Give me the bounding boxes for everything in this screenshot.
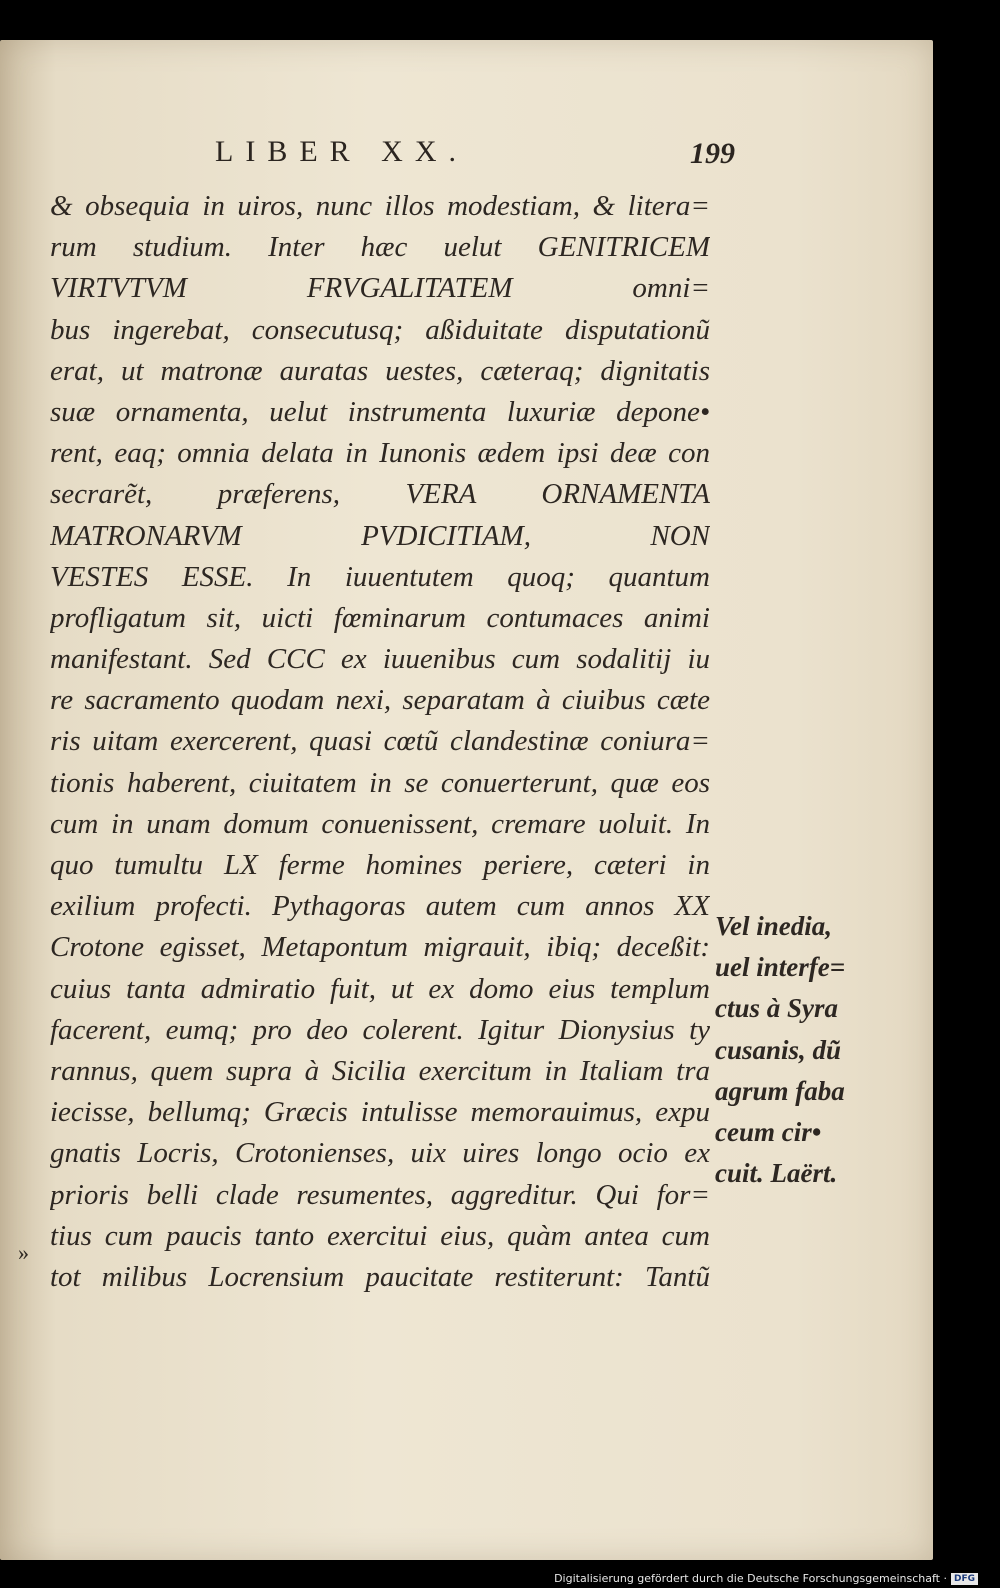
marginal-note-line: uel interfe= — [715, 952, 846, 983]
text-line: exilium profecti. Pythagoras autem cum annos XX — [50, 890, 710, 923]
marginal-note-line: cuit. Laërt. — [715, 1158, 838, 1189]
text-line: profligatum sit, uicti fœminarum contumaces animi — [50, 601, 710, 634]
marginal-note — [715, 906, 875, 1194]
footer-text: Digitalisierung gefördert durch die Deutsche Forschungsgemeinschaft · — [554, 1572, 947, 1585]
text-line: tionis haberent, ciuitatem in se conuerterunt, quæ eos — [50, 766, 710, 799]
main-text-block — [50, 186, 710, 1298]
text-line: Crotone egisset, Metapontum migrauit, ibiq; deceßit: — [50, 931, 710, 964]
text-line: rannus, quem supra à Sicilia exercitum in Italiam tra — [50, 1054, 710, 1087]
text-line: MATRONARVM PVDICITIAM, NON — [50, 519, 710, 552]
marginal-note-line: ctus à Syra — [715, 993, 839, 1024]
text-line: cuius tanta admiratio fuit, ut ex domo eius templum — [50, 972, 710, 1005]
text-line: VESTES ESSE. In iuuentutem quoq; quantum — [50, 560, 710, 593]
dfg-logo: DFG — [951, 1573, 978, 1585]
text-line: secrarẽt, præferens, VERA ORNAMENTA — [50, 478, 710, 511]
text-line: gnatis Locris, Crotonienses, uix uires longo ocio ex — [50, 1137, 710, 1170]
page-header — [215, 135, 735, 175]
text-line: manifestant. Sed CCC ex iuuenibus cum sodalitij iu — [50, 643, 710, 676]
text-line: prioris belli clade resumentes, aggreditur. Qui for= — [50, 1178, 710, 1211]
marginal-note-line: ceum cir• — [715, 1116, 822, 1147]
text-line: suæ ornamenta, uelut instrumenta luxuriæ depone• — [50, 395, 710, 428]
marginal-note-line: cusanis, dũ — [715, 1034, 842, 1065]
running-title: LIBER XX. — [215, 135, 468, 168]
text-line: rent, eaq; omnia delata in Iunonis ædem ipsi deæ con — [50, 437, 710, 470]
digitization-footer — [554, 1572, 978, 1585]
text-line: tius cum paucis tanto exercitui eius, quàm antea cum — [50, 1219, 710, 1252]
marginal-note-line: Vel inedia, — [715, 911, 833, 941]
quotation-mark: » — [18, 1240, 29, 1265]
text-line: erat, ut matronæ auratas uestes, cæteraq; dignitatis — [50, 354, 710, 387]
text-line: VIRTVTVM FRVGALITATEM omni= — [50, 272, 710, 305]
marginal-note-line: agrum faba — [715, 1075, 845, 1106]
text-line: cum in unam domum conuenissent, cremare uoluit. In — [50, 807, 710, 840]
text-line: rum studium. Inter hæc uelut GENITRICEM — [50, 231, 710, 264]
text-line: iecisse, bellumq; Græcis intulisse memorauimus, expu — [50, 1096, 710, 1129]
text-line: & obsequia in uiros, nunc illos modestiam, & litera= — [50, 190, 710, 222]
text-line: bus ingerebat, consecutusq; aßiduitate disputationũ — [50, 313, 710, 346]
text-line: quo tumultu LX ferme homines periere, cæteri in — [50, 849, 710, 881]
text-line: facerent, eumq; pro deo colerent. Igitur Dionysius ty — [50, 1013, 710, 1046]
text-line: tot milibus Locrensium paucitate restiterunt: Tantũ — [50, 1260, 710, 1293]
text-line: ris uitam exercerent, quasi cœtũ clandestinæ coniura= — [50, 725, 710, 758]
text-line: re sacramento quodam nexi, separatam à ciuibus cæte — [50, 684, 710, 717]
page-number: 199 — [690, 137, 735, 170]
